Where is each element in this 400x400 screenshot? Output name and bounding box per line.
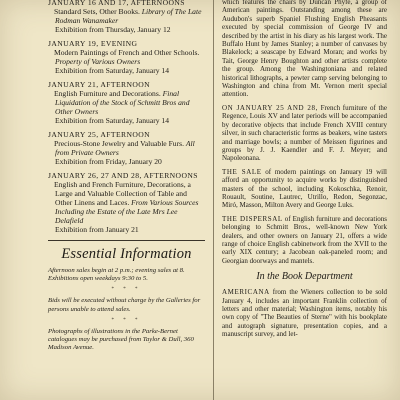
sale-date: JANUARY 19, EVENING	[48, 39, 138, 48]
exhibition-dates: Exhibition from Saturday, January 14	[55, 116, 170, 125]
paragraph-body: of English furniture and decorations belonging to Schmitt Bros., well-known New York dealers, and other owners on January 21, offers a wide range of choice English cabinetwork from the XVII to the early XIX century; a Jacobean oak-paneled room; and Georgian doorways and mantels.	[222, 214, 387, 265]
sale-entry	[48, 171, 205, 234]
paragraph-americana-paintings: which features the chairs by Duncan Phyfe, a group of American paintings. Outstanding among these are Audubon's superb Spaniel Flushing English Pheasants executed by special commission of George IV and described by the artist in his diary as his largest work. The Buffalo Hunt by James Stanley; a number of canvases by Blakelock; a seascape by Edward Moran; and works by Tait, George Henry Boughton and other artists complete the group. Among the Washingtoniana and related historical lithographs, a pewter camp serving belonging to Washington and china from Mt. Vernon merit special attention.	[222, 0, 387, 99]
sale-owner-italic: Final Liquidation of the Stock of Schmitt Bros and Other Owners	[55, 89, 190, 116]
sale-description	[48, 48, 205, 66]
sale-schedule	[48, 0, 205, 234]
sale-description	[48, 139, 205, 157]
paragraph-lead: THE SALE	[222, 167, 262, 176]
sale-entry	[48, 39, 205, 75]
sale-owner-italic: Library of The Late Rodman Wanamaker	[55, 7, 202, 25]
section-rule	[48, 240, 205, 241]
paragraph-french-furniture	[222, 104, 387, 163]
paragraph-modern-paintings	[222, 168, 387, 210]
book-department-heading: In the Book Department	[256, 271, 353, 283]
paragraph-lead: AMERICANA	[222, 288, 270, 297]
exhibition-dates: Exhibition from Saturday, January 14	[55, 66, 170, 75]
sale-items: Standard Sets, Other Books.	[54, 7, 142, 16]
sale-owner-italic: All from Private Owners	[55, 139, 195, 157]
paragraph-americana-books	[222, 288, 387, 338]
paragraph-lead: ON JANUARY 25 AND 28,	[222, 103, 318, 112]
paragraph-english-furniture	[222, 215, 387, 265]
sale-description	[48, 89, 205, 116]
sale-entry	[48, 80, 205, 125]
sale-date: JANUARY 16 AND 17, AFTERNOONS	[48, 0, 185, 7]
sale-date: JANUARY 26, 27 AND 28, AFTERNOONS	[48, 171, 198, 180]
sale-owner-italic: Property of Various Owners	[55, 57, 141, 66]
essential-information-heading: Essential Information	[61, 246, 192, 262]
sale-owner-italic: From Various Sources Including the Estate of the Late Mrs Lee Delafield	[55, 198, 199, 225]
exhibition-dates: Exhibition from January 21	[55, 225, 139, 234]
sale-description	[48, 7, 205, 25]
paragraph-lead: THE DISPERSAL	[222, 214, 283, 223]
info-bids: Bids will be executed without charge by the Galleries for persons unable to attend sales.	[48, 297, 201, 313]
exhibition-dates: Exhibition from Friday, January 20	[55, 157, 162, 166]
right-column	[222, 0, 387, 344]
sale-date: JANUARY 21, AFTERNOON	[48, 80, 150, 89]
sale-date: JANUARY 25, AFTERNOON	[48, 130, 150, 139]
info-photographs: Photographs of illustrations in the Parke-Bernet catalogues may be purchased from Taylor & Dull, 360 Madison Avenue.	[48, 327, 194, 352]
sale-entry	[48, 0, 205, 34]
star-separator: * * *	[111, 317, 142, 323]
star-separator: * * *	[111, 287, 142, 293]
sale-items: English Furniture and Decorations.	[54, 89, 163, 98]
sale-items: Precious-Stone Jewelry and Valuable Furs.	[54, 139, 186, 148]
sale-entry	[48, 130, 205, 166]
left-column	[48, 0, 205, 352]
paragraph-body: of modern paintings on January 19 will afford an opportunity to acquire works by distinguished masters of the school, including Kokoschka, Renoir, Rouault, Soutine, Lautrec, Utrillo, Redon, Segonzac, Miró, Masson, Milton Avery and George Luks.	[222, 167, 387, 210]
paragraph-body: from the Wieners collection to be sold January 4, includes an important Franklin collection of letters and other material; Washington items, notably his own copy of "The Beauties of Sterne" with his bookplate and autograph signature, presentation copies, and a manuscript survey, and let-	[222, 288, 387, 339]
sale-description	[48, 180, 205, 225]
sale-items: Modern Paintings of French and Other Schools.	[54, 48, 200, 57]
sale-items: English and French Furniture, Decorations, a Large and Valuable Collection of Table and Other Linens and Laces.	[54, 180, 191, 207]
paragraph-body: French furniture of the Regence, Louis XV and later periods will be accompanied by decorative objects that include French XVIII century silver, in such characteristic forms as beakers, wine tasters and marriage bowls; a number of Meissen figurines and groups by J. J. Kaendler and F. J. Meyer; and Napoleonana.	[222, 103, 388, 163]
column-divider	[213, 0, 214, 400]
info-sale-times: Afternoon sales begin at 2 p.m.; evening sales at 8. Exhibitions open weekdays 9:30 to 5.	[48, 267, 185, 283]
exhibition-dates: Exhibition from Thursday, January 12	[55, 25, 171, 34]
